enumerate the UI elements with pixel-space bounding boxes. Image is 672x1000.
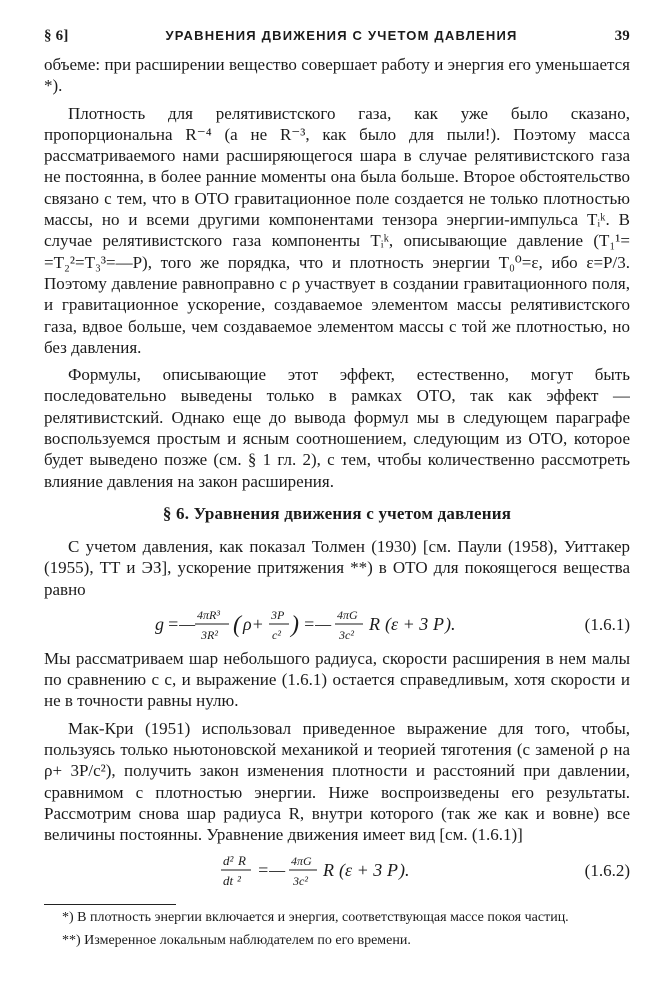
paragraph-2: Плотность для релятивистского газа, как уже было сказано, пропорциональна R⁻⁴ (а не R⁻³, как было для пыли!). Поэтому масса рассматриваемого нами расширяющегося шара в случае релятивистского газа не постоянна, в более ранние моменты она была больше. Второе обстоятельство связано с тем, что в ОТО гравитационное поле создается не только плотностью массы, но и всеми другими компонентами тензора энергии-импульса Tᵢᵏ. В случае релятивистского газа компоненты Tᵢᵏ, описывающие давление (T₁¹= =T₂²=T₃³=—P), того же порядка, что и плотность энергии T₀⁰=ε, ибо ε=P/3. Поэтому давление равноправно с ρ участвует в создании гравитационного поля, и гравитационное ускорение, создаваемое элементом массы релятивистского газа, вдвое больше, чем создаваемое элементом массы с той же плотностью, но без давления. — [44, 103, 630, 357]
svg-text:P: P — [387, 859, 398, 880]
svg-text:g: g — [155, 613, 164, 634]
equation-1-6-1 — [44, 602, 630, 648]
paragraph-6: Мак-Кри (1951) использовал приведенное выражение для того, чтобы, пользуясь только ньютоновской механикой и теорией тяготения (с заменой ρ на ρ+ 3P/c²), получить закон изменения плотности и расстояний при давлении, сравнимом с плотностью энергии. Ниже воспроизведены его результаты. Рассмотрим снова шар радиуса R, внутри которого (так же как и вовне) все величины постоянны. Уравнение движения имеет вид [см. (1.6.1)] — [44, 718, 630, 845]
svg-text:4πG: 4πG — [291, 853, 312, 868]
equation-1-6-1-number: (1.6.1) — [584, 614, 630, 634]
footnote-2: **) Измеренное локальным наблюдателем по его времени. — [62, 932, 411, 948]
footnote-1: *) В плотность энергии включается и энергия, соответствующая массе покоя частиц. — [62, 909, 569, 925]
svg-text:3c²: 3c² — [339, 627, 354, 642]
svg-text:R: R — [238, 852, 246, 868]
svg-text:²: ² — [237, 872, 241, 888]
page — [44, 28, 630, 988]
svg-text:P: P — [433, 613, 444, 634]
svg-text:3R²: 3R² — [201, 627, 218, 642]
equation-1-6-2-formula — [217, 848, 457, 894]
svg-text:R: R — [369, 613, 380, 634]
svg-text:4πR³: 4πR³ — [197, 607, 220, 622]
equation-1-6-2-number: (1.6.2) — [584, 860, 630, 880]
section-heading: § 6. Уравнения движения с учетом давления — [162, 503, 512, 523]
section-marker: § 6] — [44, 28, 69, 44]
svg-text:(ε + 3: (ε + 3 — [339, 859, 383, 880]
svg-text:dt: dt — [223, 872, 234, 888]
equation-1-6-1-formula — [147, 602, 527, 648]
paragraph-3: Формулы, описывающие этот эффект, естественно, могут быть последовательно выведены только в рамках ОТО, так как эффект — релятивистский. Однако еще до вывода формул мы в следующем параграфе воспользуемся простым и ясным соотношением, следующим из ОТО, которое будет выведено позже (см. § 1 гл. 2), с тем, чтобы количественно рассмотреть влияние давления на закон расширения. — [44, 365, 630, 491]
footnote-divider — [44, 904, 176, 905]
paragraph-5: Мы рассматриваем шар небольшого радиуса, скорости расширения в нем малы по сравнению с c, и выражение (1.6.1) остается справедливым, хотя скорости и не в точности равны нулю. — [44, 648, 630, 711]
equation-1-6-2 — [44, 848, 630, 894]
svg-text:): ) — [291, 611, 299, 638]
svg-text:=—: =— — [167, 613, 196, 634]
svg-text:=—: =— — [303, 613, 332, 634]
svg-text:(ε + 3: (ε + 3 — [385, 613, 429, 634]
svg-text:3c²: 3c² — [293, 873, 308, 888]
svg-text:R: R — [323, 859, 334, 880]
svg-text:c²: c² — [272, 627, 281, 642]
paragraph-4: С учетом давления, как показал Толмен (1930) [см. Паули (1958), Уиттакер (1955), ТТ и ЭЗ], ускорение притяжения **) в ОТО для покоящегося вещества равно — [44, 536, 630, 599]
svg-text:3P: 3P — [271, 607, 285, 622]
svg-text:).: ). — [399, 859, 410, 880]
page-number: 39 — [614, 28, 630, 44]
svg-text:d²: d² — [223, 852, 234, 868]
running-title: УРАВНЕНИЯ ДВИЖЕНИЯ С УЧЕТОМ ДАВЛЕНИЯ — [165, 28, 518, 43]
svg-text:4πG: 4πG — [337, 607, 358, 622]
running-head — [44, 28, 630, 54]
svg-text:ρ+: ρ+ — [243, 613, 264, 634]
svg-text:).: ). — [445, 613, 456, 634]
svg-text:=—: =— — [257, 859, 286, 880]
paragraph-1: объеме: при расширении вещество совершает работу и энергия его уменьшается *). — [44, 55, 630, 96]
svg-text:(: ( — [233, 611, 241, 638]
